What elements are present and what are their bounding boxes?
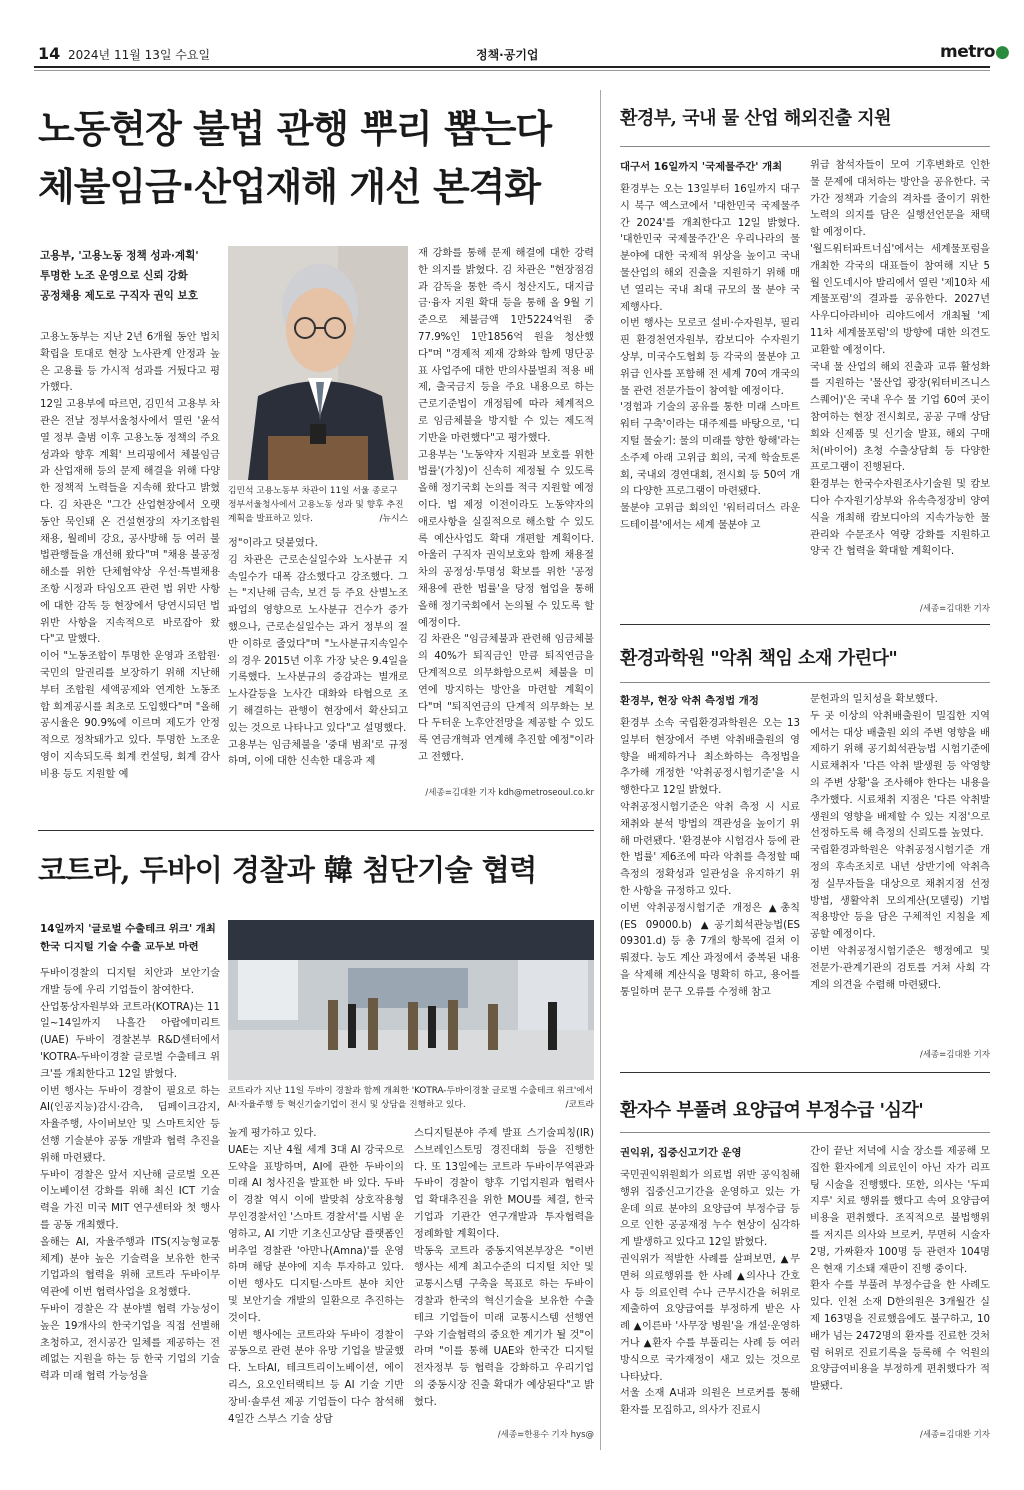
article3-headline: 환경부, 국내 물 산업 해외진출 지원 bbox=[620, 108, 892, 129]
article1-column-2: 정"이라고 덧붙였다. 김 차관은 근로손실일수와 노사분규 지속일수가 대폭 감소했다고 강조했다. 그는 "지난해 금속, 보건 등 주요 산별노조 파업의 영향으로 노사분규 건수가 증가했으나, 근로손실일수는 과거 정부의 절반 이하로 줄었다"며 "노사분규지속일수의 경우 2015년 이후 가장 낮은 9.4일을 기록했다. 노사분규의 증감과는 별개로 노사갈등을 노사간 대화와 타협으로 조기 해결하는 관행이 현장에서 확산되고 있는 것으로 나타나고 있다"고 설명했다. 고용부는 임금체불을 '중대 범죄'로 규정하며, 이에 대한 신속한 대응과 제 bbox=[228, 538, 408, 768]
article4-column-2: 문헌과의 일치성을 확보했다. 두 곳 이상의 악취배출원이 밀집한 지역에서는 대상 배출원 외의 주변 영향을 배제하기 위해 공기희석관능법 시험기준에 시료채취자 '다른 악취 발생원 등 악영향의 주변 상황'을 조사해야 한다는 내용을 추가했다. 시료채취 지점은 '다른 악취발생원의 영향을 배제할 수 있는 지점'으로 선정하도록 해 측정의 신뢰도를 높였다. 국립환경과학원은 악취공정시험기준 개정의 후속조치로 내년 상반기에 악취측정 실무자들을 대상으로 채취지점 선정방법, 생활악취 모의계산(모델링) 기법 적용방안 등을 담은 구체적인 지침을 제공할 예정이다. 이번 악취공정시험기준은 행정예고 및 전문가·관계기관의 검토를 거쳐 사회 각계의 의견을 수렴해 마련됐다. bbox=[810, 694, 990, 991]
article5-rule bbox=[620, 1132, 990, 1133]
article3-subhead: 대구서 16일까지 '국제물주간' 개최 bbox=[620, 161, 783, 173]
headline-line-1: 노동현장 불법 관행 뿌리 뽑는다 bbox=[38, 107, 552, 151]
article5-column-1: 국민권익위원회가 의료법 위반 공익침해행위 집중신고기간을 운영하고 있는 가운데 의료 분야의 요양급여 부정수급 등으로 인한 공공재정 누수 현상이 심각하게 발생하고 있다고 12일 밝혔다. 권익위가 적발한 사례를 살펴보면, ▲무면허 의료행위를 한 사례 ▲의사나 간호사 등 의료인력 수나 근무시간을 허위로 제출하여 요양급여를 부정하게 받은 사례 ▲이른바 '사무장 병원'을 개설·운영하거나 ▲환자 수를 부풀리는 사례 등 여러 방식으로 국가재정이 새고 있는 것으로 나타났다. 서울 소재 A내과 의원은 브로커를 통해 환자를 모집하고, 의사가 진료시 bbox=[620, 1170, 800, 1417]
section-rule bbox=[38, 830, 594, 831]
headline-line-2: 체불임금·산업재해 개선 본격화 bbox=[38, 165, 541, 209]
article5-byline: /세종=김대환 기자 bbox=[919, 1430, 990, 1440]
logo-text: metro bbox=[940, 42, 995, 62]
article2-column-3: 스디지털분야 주제 발표 스기술피칭(IR) 스브레인스토밍 경진대회 등을 진행한다. 또 13일에는 코트라 두바이무역관과 두바이 경찰이 향후 기업지원과 협력사업 확대추진을 위한 MOU를 체결, 한국기업과 기관간 연구개발과 투자협력을 정례화할 계획이다. 박동욱 코트라 중동지역본부장은 "이번 행사는 세계 최고수준의 디지털 치안 및 교통시스템 구축을 목표로 하는 두바이 경찰과 한국의 혁신기술을 보유한 수출테크 기업들이 미래 교통시스템 선행연구와 기술협력의 중요한 계기가 될 것"이라며 "이를 통해 UAE와 한국간 디지털 전자정부 등 협력을 강화하고 우리기업의 중동시장 진출 확대가 예상된다"고 밝혔다. bbox=[414, 1128, 594, 1408]
article2-subhead: 14일까지 '글로벌 수출테크 위크' 개최 한국 디지털 기술 수출 교두보 마련 bbox=[40, 923, 216, 953]
photo-caption-2 bbox=[228, 1084, 594, 1112]
article3-rule bbox=[620, 146, 990, 147]
photo-vice-minister bbox=[228, 246, 408, 480]
section-name: 정책·공기업 bbox=[476, 48, 539, 62]
article4-column-1: 환경부 소속 국립환경과학원은 오는 13일부터 현장에서 주변 악취배출원의 영향을 배제하거나 최소화하는 측정법을 추가해 개정한 '악취공정시험기준'을 시행한다고 12일 밝혔다. 악취공정시험기준은 악취 측정 시 시료 채취와 분석 방법의 객관성을 높이기 위해 마련됐다. '환경분야 시험검사 등에 관한 법률' 제6조에 따라 악취를 측정할 때 측정의 정확성과 일관성을 유지하기 위한 사항을 규정하고 있다. 이번 악취공정시험기준 개정은 ▲총칙(ES 09000.b) ▲공기희석관능법(ES 09301.d) 등 총 7개의 항목에 걸쳐 이뤄졌다. 능도 계산 과정에서 중복된 내용을 삭제해 계산식을 명확히 하고, 용어를 통일하며 문구 오류를 수정해 참고 bbox=[620, 718, 800, 998]
expo-illustration bbox=[228, 920, 594, 1080]
logo-leaf-icon: ● bbox=[994, 42, 1010, 62]
article5-subhead: 권익위, 집중신고기간 운영 bbox=[620, 1147, 742, 1159]
article1-column-3: 재 강화를 통해 문제 해결에 대한 강력한 의지를 밝혔다. 김 차관은 "현장점검과 감독을 통한 즉시 청산지도, 대지급금·융자 지원 확대 등을 통해 올 9월 기준으로 체불금액 1만5224억원 중 77.9%인 1만1856억 원을 청산했다"며 "경제적 제재 강화와 함께 명단공표 사업주에 대한 반의사불벌죄 적용 배제, 출국금지 등을 주요 내용으로 하는 근로기준법이 개정됨에 따라 체계적으로 임금체불을 방지할 수 있는 제도적 기반을 마련했다"고 평가했다. 고용부는 '노동약자 지원과 보호를 위한 법률'(가칭)이 신속히 제정될 수 있도록 올해 정기국회 논의를 적극 지원할 예정이다. 법 제정 이전이라도 노동약자의 애로사항을 실질적으로 해소할 수 있도록 예산사업도 확대 개편할 계획이다. 아울러 구직자 권익보호와 함께 채용절차의 공정성·투명성 확보를 위한 '공정채용에 관한 법률'을 당정 협업을 통해 올해 정기국회에서 논의될 수 있도록 할 예정이다. 김 차관은 "임금체불과 관련해 임금체불의 40%가 퇴직금인 만큼 퇴직연금을 단계적으로 의무화함으로써 체불을 미연에 방지하는 방안을 마련할 계획이다"며 "퇴직연금의 단계적 의무화는 보다 두터운 노후안전망을 제공할 수 있도록 연금개혁과 연계해 추진할 예정"이라고 전했다. bbox=[418, 248, 594, 763]
article3-column-2: 위급 참석자들이 모여 기후변화로 인한 물 문제에 대처하는 방안을 공유한다. 국가간 정책과 기술의 격차를 줄이기 위한 노력의 의지를 담은 실행선언문을 채택할 예정이다. '월드워터파트너십'에서는 세계물포럼을 개최한 각국의 대표들이 참여해 지난 5월 인도네시아 발리에서 열린 '제10차 세계물포럼'의 결과를 공유한다. 2027년 사우디아라비아 리야드에서 개최될 '제11차 세계물포럼'의 방향에 대한 의견도 교환할 예정이다. 국내 물 산업의 해외 진출과 교류 활성화를 지원하는 '물산업 광장(워터비즈니스 스퀘어)'은 국내 우수 물 기업 60여 곳이 참여하는 현장 전시회로, 공공 구매 상담회와 신제품 및 신기술 발표, 해외 구매처(바이어) 초청 수출상담회 등 다양한 프로그램이 진행된다. 환경부는 한국수자원조사기술원 및 캄보디아 수자원기상부와 유속측정장비 양여식을 개최해 캄보디아의 지속가능한 물관리와 수문조사 역량 강화를 지원하고 양국 간 협력을 확대할 계획이다. bbox=[810, 160, 990, 558]
article4-rule bbox=[620, 682, 990, 683]
article2-column-2: 높게 평가하고 있다. UAE는 지난 4월 세계 3대 AI 강국으로 도약을 표방하며, AI에 관한 두바이의 미래 AI 청사진을 발표한 바 있다. 두바이 경찰 역시 이에 발맞춰 상호작용형 무인경찰서인 '스마트 경찰서'를 시범 운영하고, AI 기반 기초신고상담 플랫폼인 버추얼 경찰관 '아만나(Amna)'를 운영하며 해당 분야에 지속 투자하고 있다. 이번 행사도 디지털·스마트 분야 치안 및 보안기술 개발의 일환으로 추진하는 것이다. 이번 행사에는 코트라와 두바이 경찰이 공동으로 관련 분야 유망 기업을 발굴했다. 노타AI, 테크트리이노베이션, 에이리스, 요오인터랙티브 등 AI 기술 기반 장비·솔루션 제공 기업들이 다수 참석해 4일간 스부스 기술 상담 bbox=[228, 1128, 405, 1425]
article3-byline: /세종=김대환 기자 bbox=[919, 604, 990, 614]
column-divider bbox=[600, 90, 601, 1450]
photo-caption bbox=[228, 484, 408, 526]
header-rule bbox=[34, 66, 990, 68]
issue-date: 2024년 11월 13일 수요일 bbox=[68, 48, 211, 62]
article1-byline: /세종=김대환 기자 kdh@metroseoul.co.kr bbox=[425, 788, 594, 798]
article4-byline: /세종=김대환 기자 bbox=[919, 1050, 990, 1060]
article2-column-1: 두바이경찰의 디지털 치안과 보안기술 개발 등에 우리 기업들이 참여한다. 산업통상자원부와 코트라(KOTRA)는 11일~14일까지 나흘간 아랍에미리트(UAE) 두바이 경찰본부 R&D센터에서 'KOTRA-두바이경찰 글로벌 수출테크 위크'를 개최한다고 12일 밝혔다. 이번 행사는 두바이 경찰이 필요로 하는 AI(인공지능)감시·감측, 딥페이크감지, 자율주행, 사이버보안 및 스마트치안 등 선행 기술분야 공동 개발과 협력 추진을 위해 마련됐다. 두바이 경찰은 앞서 지난해 글로벌 오픈이노베이션 강화를 위해 최신 ICT 기술력을 가진 미국 MIT 연구센터와 첫 행사를 공동 개최했다. 올해는 AI, 자율주행과 ITS(지능형교통체계) 분야 높은 기술력을 보유한 한국 기업과의 협력을 위해 코트라 두바이무역관에 이번 협력사업을 요청했다. 두바이 경찰은 각 분야별 협력 가능성이 높은 19개사의 한국기업을 직접 선별해 초청하고, 전시공간 일체를 제공하는 전례없는 지원을 하는 등 한국 기업의 기술력과 미래 협력 가능성을 bbox=[40, 968, 220, 1383]
photo-credit-2: /코트라 bbox=[565, 1100, 594, 1110]
header-rule-thin bbox=[34, 70, 990, 71]
section-rule-3 bbox=[620, 1072, 990, 1073]
page-header bbox=[0, 0, 1024, 82]
article2-byline: /세종=한용수 기자 hys@ bbox=[497, 1430, 594, 1440]
article4-subhead: 환경부, 현장 악취 측정법 개정 bbox=[620, 695, 759, 707]
article2-headline: 코트라, 두바이 경찰과 韓 첨단기술 협력 bbox=[38, 853, 537, 887]
lead-subhead: 고용부, '고용노동 정책 성과·계획' 투명한 노조 운영으로 신뢰 강화 공정채용 제도로 구직자 권익 보호 bbox=[40, 250, 199, 302]
article5-headline: 환자수 부풀려 요양급여 부정수급 '심각' bbox=[620, 1100, 924, 1121]
article3-column-1: 환경부는 오는 13일부터 16일까지 대구시 북구 엑스코에서 '대한민국 국제물주간 2024'를 개최한다고 12일 밝혔다. '대한민국 국제물주간'은 우리나라의 물 분야에 대한 국제적 위상을 높이고 국내 물산업의 해외 진출을 지원하기 위해 매년 열리는 국내 최대 규모의 물 분야 국제행사다. 이번 행사는 모로코 설비·수자원부, 필리핀 환경천연자원부, 캄보디아 수자원기상부, 미국수도협회 등 각국의 물분야 고위급 인사를 포함해 전 세계 70여 개국의 물 관련 전문가들이 참여할 예정이다. '경험과 기술의 공유를 통한 미래 스마트 워터 구축'이라는 대주제를 바탕으로, '디지털 물숲기: 물의 미래를 향한 항해'라는 소주제 아래 고위급 회의, 국제 학술토론회, 국내외 경연대회, 전시회 등 50여 개의 다양한 프로그램이 마련됐다. 물분야 고위급 회의인 '워터리더스 라운드테이블'에서는 세계 물분야 고 bbox=[620, 184, 801, 531]
photo-expo-hall bbox=[228, 920, 594, 1080]
portrait-illustration bbox=[228, 246, 408, 480]
caption-text: 김민석 고용노동부 차관이 11일 서울 종로구 정부서울청사에서 고용노동 성과 및 향후 추진계획을 발표하고 있다. bbox=[228, 486, 404, 524]
metro-logo bbox=[940, 42, 1009, 62]
article1-column-1: 고용노동부는 지난 2년 6개월 동안 법치 확립을 토대로 현장 노사관계 안정과 높은 고용률 등 가시적 성과를 거뒀다고 평가했다. 12일 고용부에 따르면, 김민석 고용부 차관은 전날 정부서울청사에서 열린 '윤석열 정부 출범 이후 고용노동 정책의 주요 성과와 향후 계획' 브리핑에서 체불임금과 산업재해 등의 문제 해결을 위해 다양한 정책적 노력들을 지속해 왔다고 밝혔다. 김 차관은 "그간 산업현장에서 오랫동안 묵인돼 온 건설현장의 자기조합원 채용, 월례비 강요, 공사방해 등 여러 불법관행들을 개선해 왔다"며 "채용 불공정 해소를 위한 단체협약상 우선·특별채용 조항 시정과 타임오프 관련 법 위반 사항에 대한 감독 등 현장에서 당연시되던 법 위반 사항을 지속적으로 바로잡아 왔다"고 말했다. 이어 "노동조합이 투명한 운영과 조합원·국민의 알권리를 보장하기 위해 지난해부터 조합원 세액공제와 연계한 노동조합 회계공시를 최초로 도입했다"며 "올해 공시율은 90.9%에 이르며 제도가 안정적으로 정착돼가고 있다. 투명한 노조운영이 지속되도록 회계 컨설팅, 회계 감사비용 등도 지원할 예 bbox=[40, 332, 221, 780]
article4-headline: 환경과학원 "악취 책임 소재 가린다" bbox=[620, 648, 898, 669]
section-rule-2 bbox=[620, 624, 990, 625]
article5-column-2: 간이 끝난 저녁에 시술 장소를 제공해 모집한 환자에게 의료인이 아닌 자가 리프팅 시술을 진행했다. 또한, 의사는 '두피지루' 치료 행위를 했다고 속여 요양급여비용을 편취했다. 조직적으로 불법행위를 저지른 의사와 브로커, 무면허 시술자 2명, 가짜환자 100명 등 관련자 104명은 현재 기소돼 재판이 진행 중이다. 환자 수를 부풀려 부정수급을 한 사례도 있다. 인천 소재 D한의원은 3개월간 실제 163명을 진료했음에도 불구하고, 10배가 넘는 2472명의 환자를 진료한 것처럼 허위로 진료기록을 등록해 수 억원의 요양급여비용을 부정하게 편취했다가 적발됐다. bbox=[810, 1146, 990, 1393]
photo-credit: /뉴시스 bbox=[379, 514, 408, 524]
page-number: 14 bbox=[38, 44, 61, 63]
lead-headline bbox=[38, 100, 578, 216]
caption-text-2: 코트라가 지난 11일 두바이 경찰과 함께 개최한 'KOTRA-두바이경찰 글로벌 수출테크 위크'에서 AI·자율주행 등 혁신기술기업이 전시 및 상담을 진행하고 있다. bbox=[228, 1086, 594, 1110]
